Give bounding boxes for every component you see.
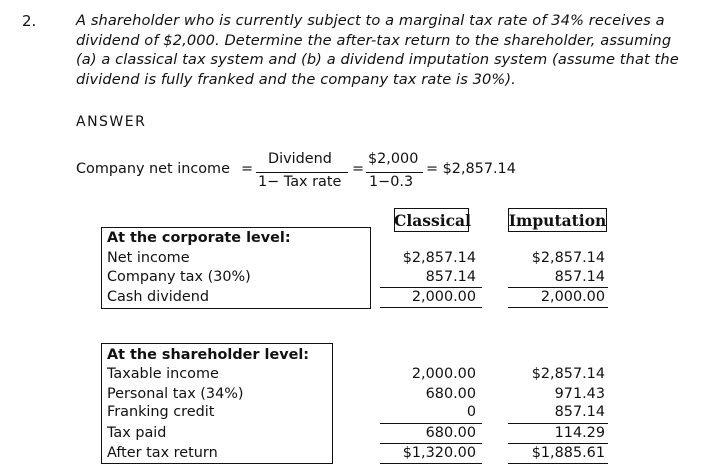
question-line-1: A shareholder who is currently subject to a marginal tax rate of 34% receives a xyxy=(76,12,665,29)
shareholder-row-label: Taxable income xyxy=(107,366,219,382)
shareholder-classical-value: 0 xyxy=(466,404,476,420)
question-number: 2. xyxy=(22,12,37,30)
shareholder-classical-value: 2,000.00 xyxy=(411,366,476,382)
shareholder-row-label: Tax paid xyxy=(107,425,167,441)
corporate-classical-value: 857.14 xyxy=(425,269,476,285)
fraction-2-numerator: $2,000 xyxy=(368,151,419,167)
fraction-1-numerator: Dividend xyxy=(268,151,332,167)
equation-equals-2: = xyxy=(352,161,365,177)
shareholder-imputation-value: 114.29 xyxy=(554,425,605,441)
question-line-3: (a) a classical tax system and (b) a dividend imputation system (assume that the xyxy=(76,51,679,68)
question-line-2: dividend of $2,000. Determine the after-tax return to the shareholder, assuming xyxy=(76,32,672,49)
fraction-2-bar xyxy=(366,172,423,173)
shareholder-section-title: At the shareholder level: xyxy=(107,347,310,363)
equation-result: = $2,857.14 xyxy=(426,161,516,177)
shareholder-classical-rule xyxy=(380,423,482,424)
shareholder-classical-value: 680.00 xyxy=(425,386,476,402)
shareholder-classical-value: 680.00 xyxy=(425,425,476,441)
corporate-section-title: At the corporate level: xyxy=(107,230,291,246)
question-line-4: dividend is fully franked and the company tax rate is 30%). xyxy=(76,71,516,88)
shareholder-imputation-rule xyxy=(508,423,608,424)
answer-heading: ANSWER xyxy=(76,114,147,130)
column-header-imputation: Imputation xyxy=(508,211,607,230)
corporate-classical-value: $2,857.14 xyxy=(402,250,476,266)
corporate-classical-rule xyxy=(380,307,482,308)
shareholder-imputation-value: $2,857.14 xyxy=(531,366,605,382)
equation-label: Company net income xyxy=(76,161,230,177)
shareholder-imputation-rule xyxy=(508,463,608,464)
shareholder-imputation-value: 857.14 xyxy=(554,404,605,420)
shareholder-imputation-value: $1,885.61 xyxy=(531,445,605,461)
shareholder-imputation-rule xyxy=(508,443,608,444)
shareholder-row-label: Franking credit xyxy=(107,404,215,420)
fraction-1-bar xyxy=(256,172,348,173)
corporate-classical-rule xyxy=(380,287,482,288)
corporate-row-label: Net income xyxy=(107,250,190,266)
corporate-row-label: Cash dividend xyxy=(107,289,209,305)
corporate-imputation-value: $2,857.14 xyxy=(531,250,605,266)
shareholder-classical-value: $1,320.00 xyxy=(402,445,476,461)
corporate-imputation-rule xyxy=(508,287,608,288)
corporate-imputation-value: 2,000.00 xyxy=(540,289,605,305)
shareholder-imputation-value: 971.43 xyxy=(554,386,605,402)
shareholder-classical-rule xyxy=(380,443,482,444)
corporate-imputation-rule xyxy=(508,307,608,308)
column-header-classical: Classical xyxy=(394,211,471,230)
equation-equals-1: = xyxy=(241,161,254,177)
corporate-classical-value: 2,000.00 xyxy=(411,289,476,305)
shareholder-row-label: After tax return xyxy=(107,445,218,461)
fraction-2-denominator: 1−0.3 xyxy=(369,174,414,190)
corporate-row-label: Company tax (30%) xyxy=(107,269,251,285)
fraction-1-denominator: 1− Tax rate xyxy=(258,174,342,190)
shareholder-classical-rule xyxy=(380,463,482,464)
corporate-imputation-value: 857.14 xyxy=(554,269,605,285)
shareholder-row-label: Personal tax (34%) xyxy=(107,386,244,402)
